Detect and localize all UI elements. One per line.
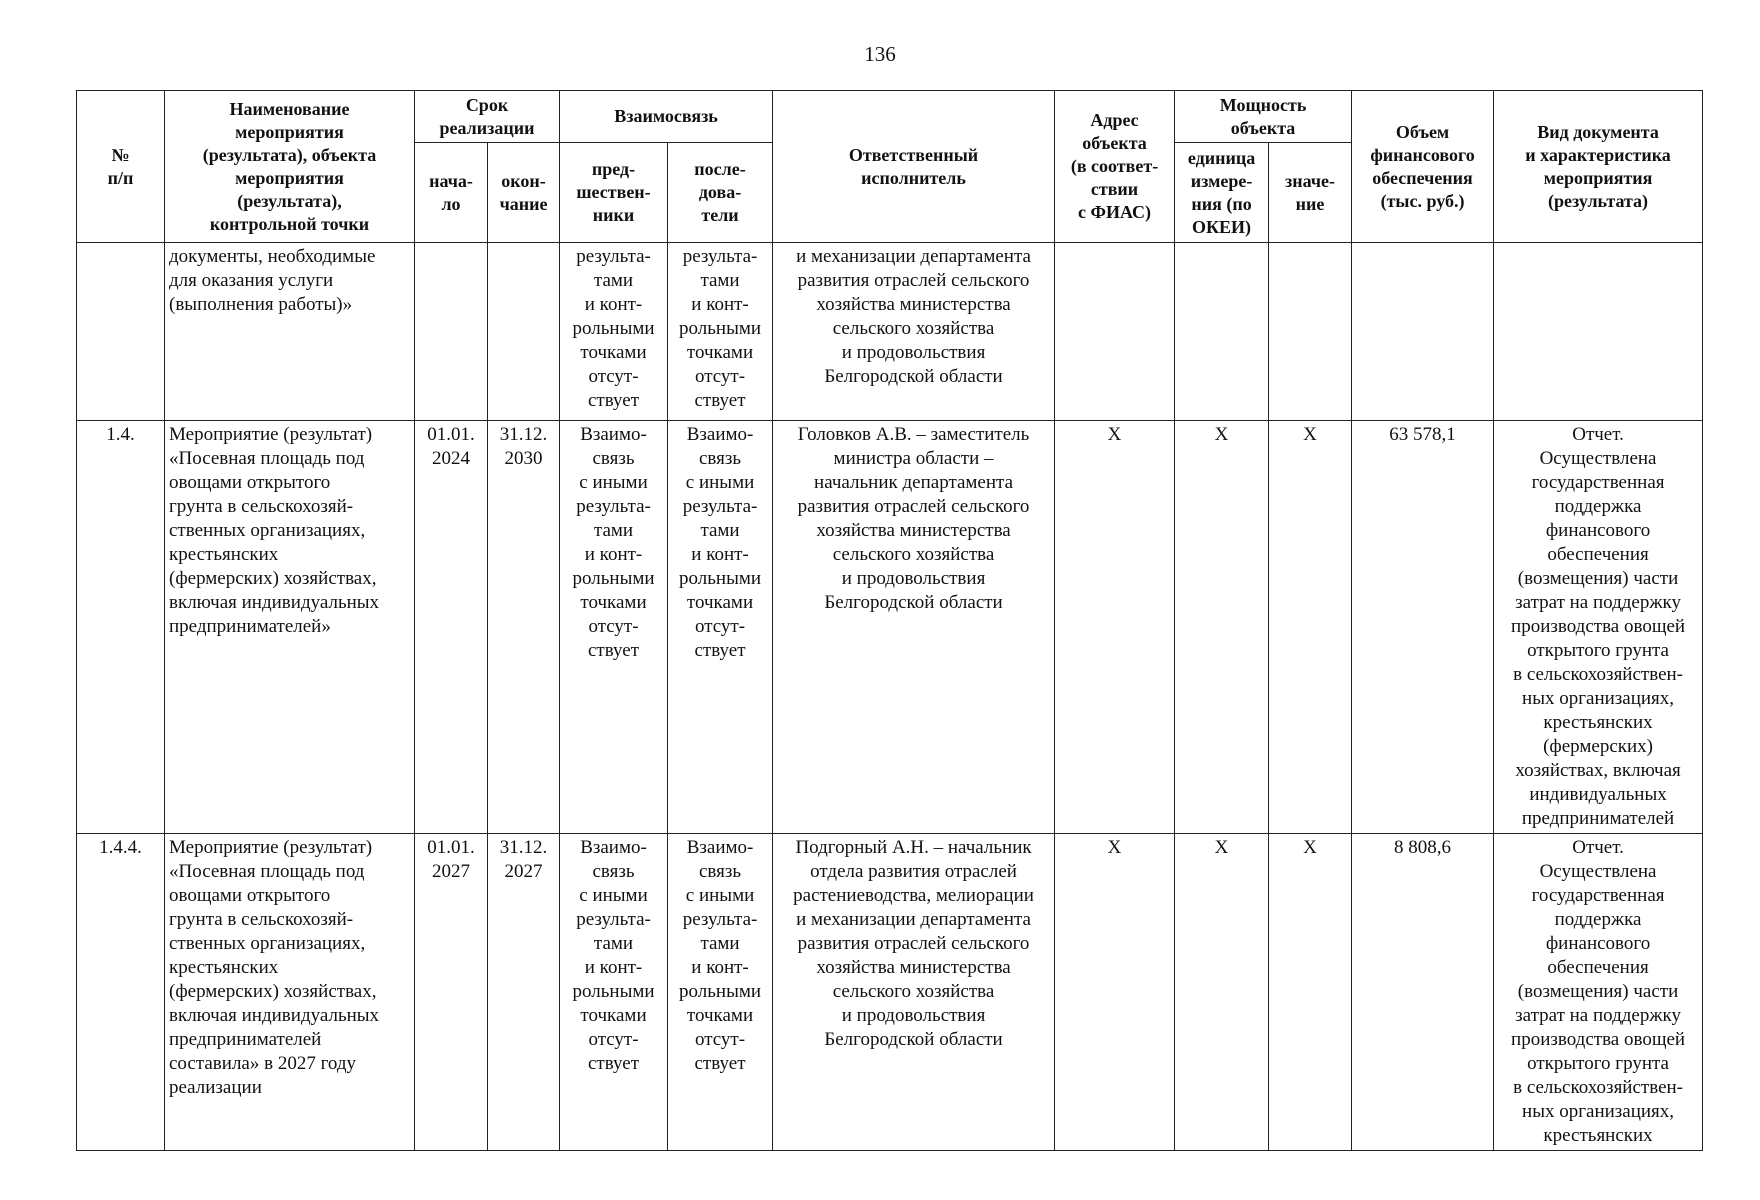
cell-predecessors: Взаимо- связь с иными результа- тами и конт- рольными точками отсут- ствует <box>560 834 668 1151</box>
header-term-start: нача- ло <box>415 143 488 243</box>
header-link-predecessors: пред- шествен- ники <box>560 143 668 243</box>
cell-document: Отчет. Осуществлена государственная поддержка финансового обеспечения (возмещения) части затрат на поддержку производства овощей открытого грунта в сельскохозяйствен- ных организациях, крестьянских (фермерских) хозяйствах, включая индивидуальных предпринимателей <box>1494 421 1703 834</box>
activities-table <box>76 90 1703 1151</box>
cell-name: Мероприятие (результат) «Посевная площадь под овощами открытого грунта в сельскохозяй- ственных организациях, крестьянских (фермерских) хозяйствах, включая индивидуальных предпринимателей» <box>165 421 415 834</box>
table-row <box>77 421 1703 834</box>
table-row <box>77 243 1703 421</box>
cell-document: Отчет. Осуществлена государственная поддержка финансового обеспечения (возмещения) части затрат на поддержку производства овощей открытого грунта в сельскохозяйствен- ных организациях, крестьянских <box>1494 834 1703 1151</box>
header-link-successors: после- дова- тели <box>668 143 773 243</box>
header-capacity-unit: единица измере- ния (по ОКЕИ) <box>1175 143 1269 243</box>
cell-address: Х <box>1055 834 1175 1151</box>
cell-value: Х <box>1269 421 1352 834</box>
cell-executor: и механизации департамента развития отраслей сельского хозяйства министерства сельского хозяйства и продовольствия Белгородской области <box>773 243 1055 421</box>
cell-start <box>415 243 488 421</box>
cell-unit: Х <box>1175 421 1269 834</box>
cell-successors: Взаимо- связь с иными результа- тами и конт- рольными точками отсут- ствует <box>668 421 773 834</box>
cell-name: документы, необходимые для оказания услуги (выполнения работы)» <box>165 243 415 421</box>
table-row <box>77 834 1703 1151</box>
table-body <box>77 243 1703 1151</box>
cell-num: 1.4. <box>77 421 165 834</box>
cell-num <box>77 243 165 421</box>
header-term: Срок реализации <box>415 91 560 143</box>
cell-funding: 8 808,6 <box>1352 834 1494 1151</box>
cell-unit: Х <box>1175 834 1269 1151</box>
cell-name: Мероприятие (результат) «Посевная площадь под овощами открытого грунта в сельскохозяй- ственных организациях, крестьянских (фермерских) хозяйствах, включая индивидуальных предпринимателей составила» в 2027 году реализации <box>165 834 415 1151</box>
cell-successors: результа- тами и конт- рольными точками отсут- ствует <box>668 243 773 421</box>
cell-end <box>488 243 560 421</box>
header-funding: Объем финансового обеспечения (тыс. руб.) <box>1352 91 1494 243</box>
cell-start: 01.01. 2027 <box>415 834 488 1151</box>
cell-funding <box>1352 243 1494 421</box>
header-num: № п/п <box>77 91 165 243</box>
cell-value <box>1269 243 1352 421</box>
cell-executor: Подгорный А.Н. – начальник отдела развития отраслей растениеводства, мелиорации и механизации департамента развития отраслей сельского хозяйства министерства сельского хозяйства и продовольствия Белгородской области <box>773 834 1055 1151</box>
cell-value: Х <box>1269 834 1352 1151</box>
cell-end: 31.12. 2030 <box>488 421 560 834</box>
header-address: Адрес объекта (в соответ- ствии с ФИАС) <box>1055 91 1175 243</box>
header-capacity: Мощность объекта <box>1175 91 1352 143</box>
cell-num: 1.4.4. <box>77 834 165 1151</box>
header-link: Взаимосвязь <box>560 91 773 143</box>
page-number: 136 <box>864 42 896 66</box>
cell-document <box>1494 243 1703 421</box>
cell-address: Х <box>1055 421 1175 834</box>
cell-funding: 63 578,1 <box>1352 421 1494 834</box>
cell-end: 31.12. 2027 <box>488 834 560 1151</box>
table-header <box>77 91 1703 243</box>
cell-predecessors: результа- тами и конт- рольными точками отсут- ствует <box>560 243 668 421</box>
cell-unit <box>1175 243 1269 421</box>
cell-predecessors: Взаимо- связь с иными результа- тами и конт- рольными точками отсут- ствует <box>560 421 668 834</box>
cell-executor: Головков А.В. – заместитель министра области – начальник департамента развития отраслей сельского хозяйства министерства сельского хозяйства и продовольствия Белгородской области <box>773 421 1055 834</box>
header-document: Вид документа и характеристика мероприятия (результата) <box>1494 91 1703 243</box>
header-executor: Ответственный исполнитель <box>773 91 1055 243</box>
cell-address <box>1055 243 1175 421</box>
header-capacity-value: значе- ние <box>1269 143 1352 243</box>
cell-successors: Взаимо- связь с иными результа- тами и конт- рольными точками отсут- ствует <box>668 834 773 1151</box>
cell-start: 01.01. 2024 <box>415 421 488 834</box>
header-term-end: окон- чание <box>488 143 560 243</box>
header-name: Наименование мероприятия (результата), объекта мероприятия (результата), контрольной точки <box>165 91 415 243</box>
